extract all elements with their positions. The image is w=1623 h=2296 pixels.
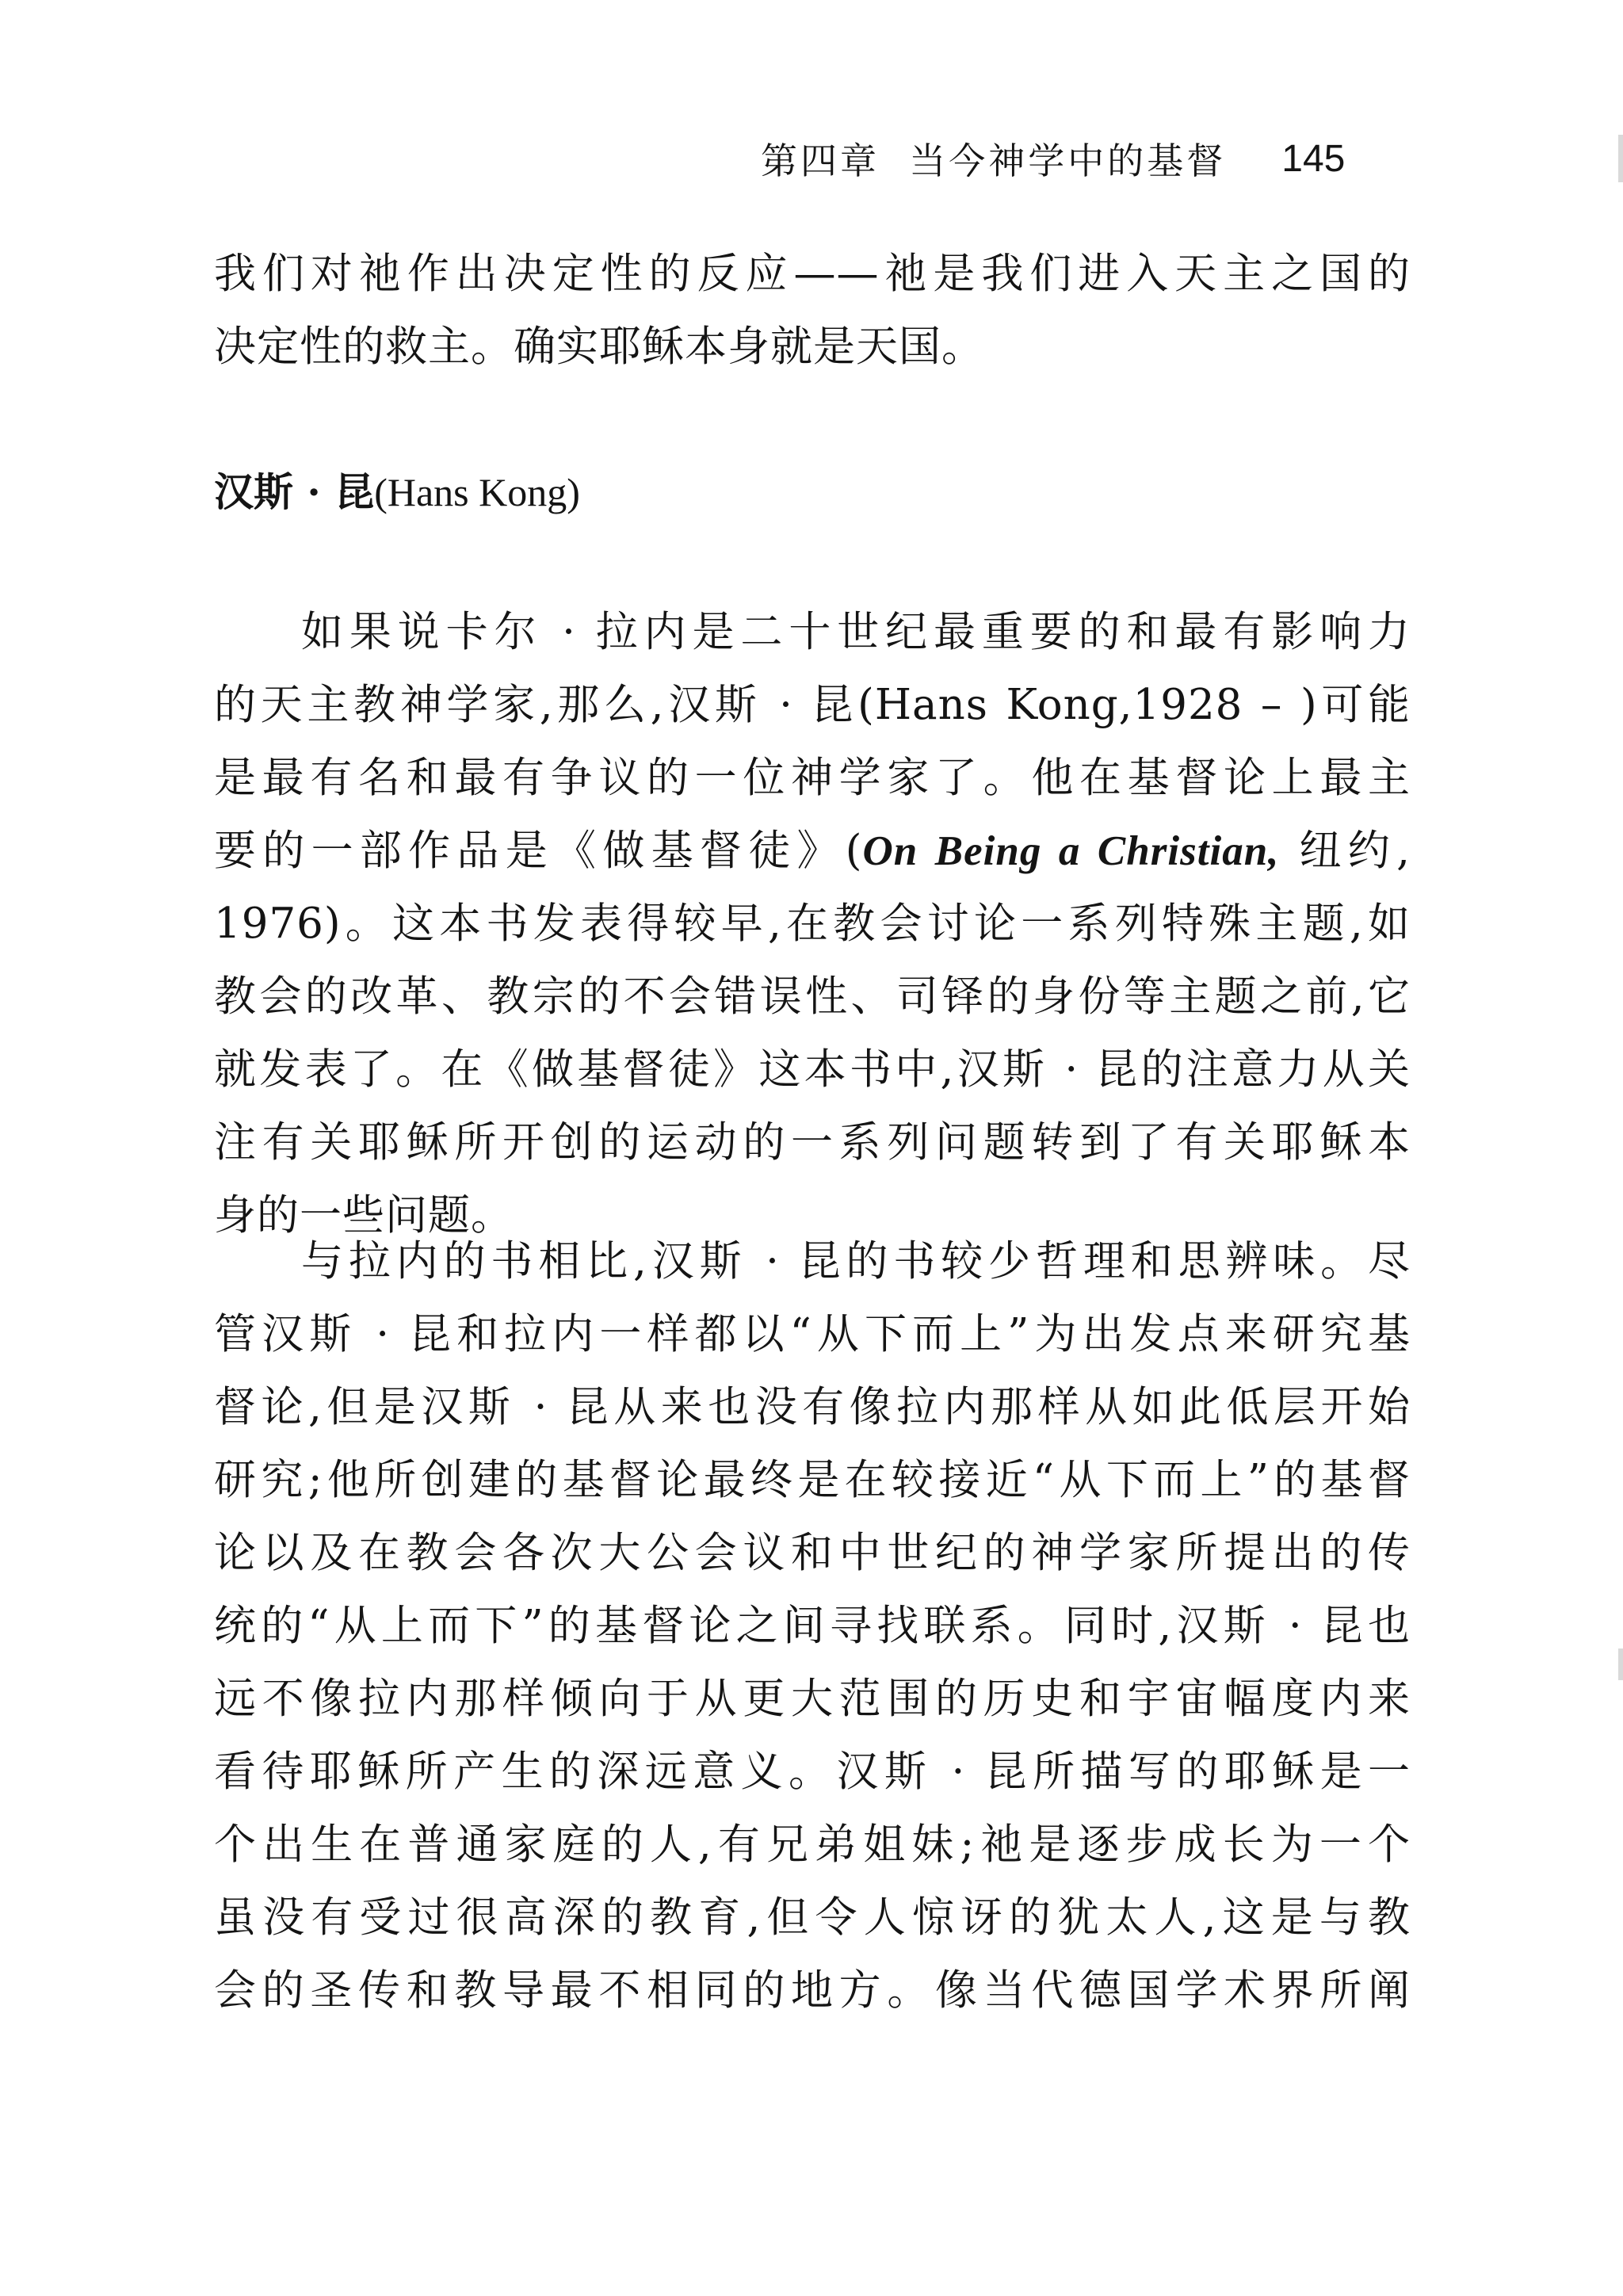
- section-heading-latin: (Hans Kong): [374, 470, 580, 514]
- text-line: 如果说卡尔 · 拉内是二十世纪最重要的和最有影响力: [301, 608, 1411, 656]
- text-line: 统的“从上而下”的基督论之间寻找联系。同时,汉斯 · 昆也: [214, 1602, 1411, 1650]
- paragraph-1: [214, 596, 1411, 1252]
- text-line: 看待耶稣所产生的深远意义。汉斯 · 昆所描写的耶稣是一: [214, 1748, 1411, 1796]
- text-line: 督论,但是汉斯 · 昆从来也没有像拉内那样从如此低层开始: [214, 1383, 1411, 1431]
- chapter-title: 第四章 当今神学中的基督: [761, 139, 1227, 182]
- intro-paragraph: [214, 238, 1411, 384]
- text-line: 虽没有受过很高深的教育,但令人惊讶的犹太人,这是与教: [214, 1893, 1411, 1942]
- text-line: 远不像拉内那样倾向于从更大范围的历史和宇宙幅度内来: [214, 1675, 1411, 1723]
- text-line: 注有关耶稣所开创的运动的一系列问题转到了有关耶稣本: [214, 1118, 1411, 1167]
- text-line: 与拉内的书相比,汉斯 · 昆的书较少哲理和思辨味。尽: [301, 1237, 1411, 1286]
- book-title: On Being a Christian,: [862, 828, 1280, 874]
- running-head: [761, 127, 1395, 190]
- text-line: 就发表了。在《做基督徒》这本书中,汉斯 · 昆的注意力从关: [214, 1045, 1411, 1094]
- text-fragment: 要的一部作品是《做基督徒》(: [214, 827, 863, 875]
- text-line: 论以及在教会各次大公会议和中世纪的神学家所提出的传: [214, 1529, 1411, 1577]
- text-line: 决定性的救主。确实耶稣本身就是天国。: [214, 323, 984, 371]
- text-line: 教会的改革、教宗的不会错误性、司铎的身份等主题之前,它: [214, 972, 1411, 1021]
- text-line: 是最有名和最有争议的一位神学家了。他在基督论上最主: [214, 754, 1411, 802]
- text-line: 身的一些问题。: [214, 1191, 514, 1240]
- text-fragment: 纽约,: [1279, 827, 1411, 875]
- text-line: 研究;他所创建的基督论最终是在较接近“从下而上”的基督: [214, 1456, 1411, 1504]
- text-line: 会的圣传和教导最不相同的地方。像当代德国学术界所阐: [214, 1966, 1411, 2015]
- text-line: [214, 815, 1411, 888]
- text-line: 管汉斯 · 昆和拉内一样都以“从下而上”为出发点来研究基: [214, 1310, 1411, 1358]
- text-line: 1976)。这本书发表得较早,在教会讨论一系列特殊主题,如: [214, 900, 1411, 948]
- text-line: 个出生在普通家庭的人,有兄弟姐妹;祂是逐步成长为一个: [214, 1820, 1411, 1869]
- scan-edge-mark: [1618, 135, 1623, 182]
- paragraph-2: [214, 1225, 1411, 2027]
- section-heading-name: 汉斯 · 昆: [214, 468, 375, 515]
- scan-edge-mark: [1618, 1648, 1623, 1680]
- text-line: 我们对祂作出决定性的反应——祂是我们进入天主之国的: [214, 250, 1411, 298]
- text-line: 的天主教神学家,那么,汉斯 · 昆(Hans Kong,1928 – )可能: [214, 681, 1411, 729]
- section-heading: [214, 456, 580, 529]
- page-number: 145: [1281, 137, 1346, 180]
